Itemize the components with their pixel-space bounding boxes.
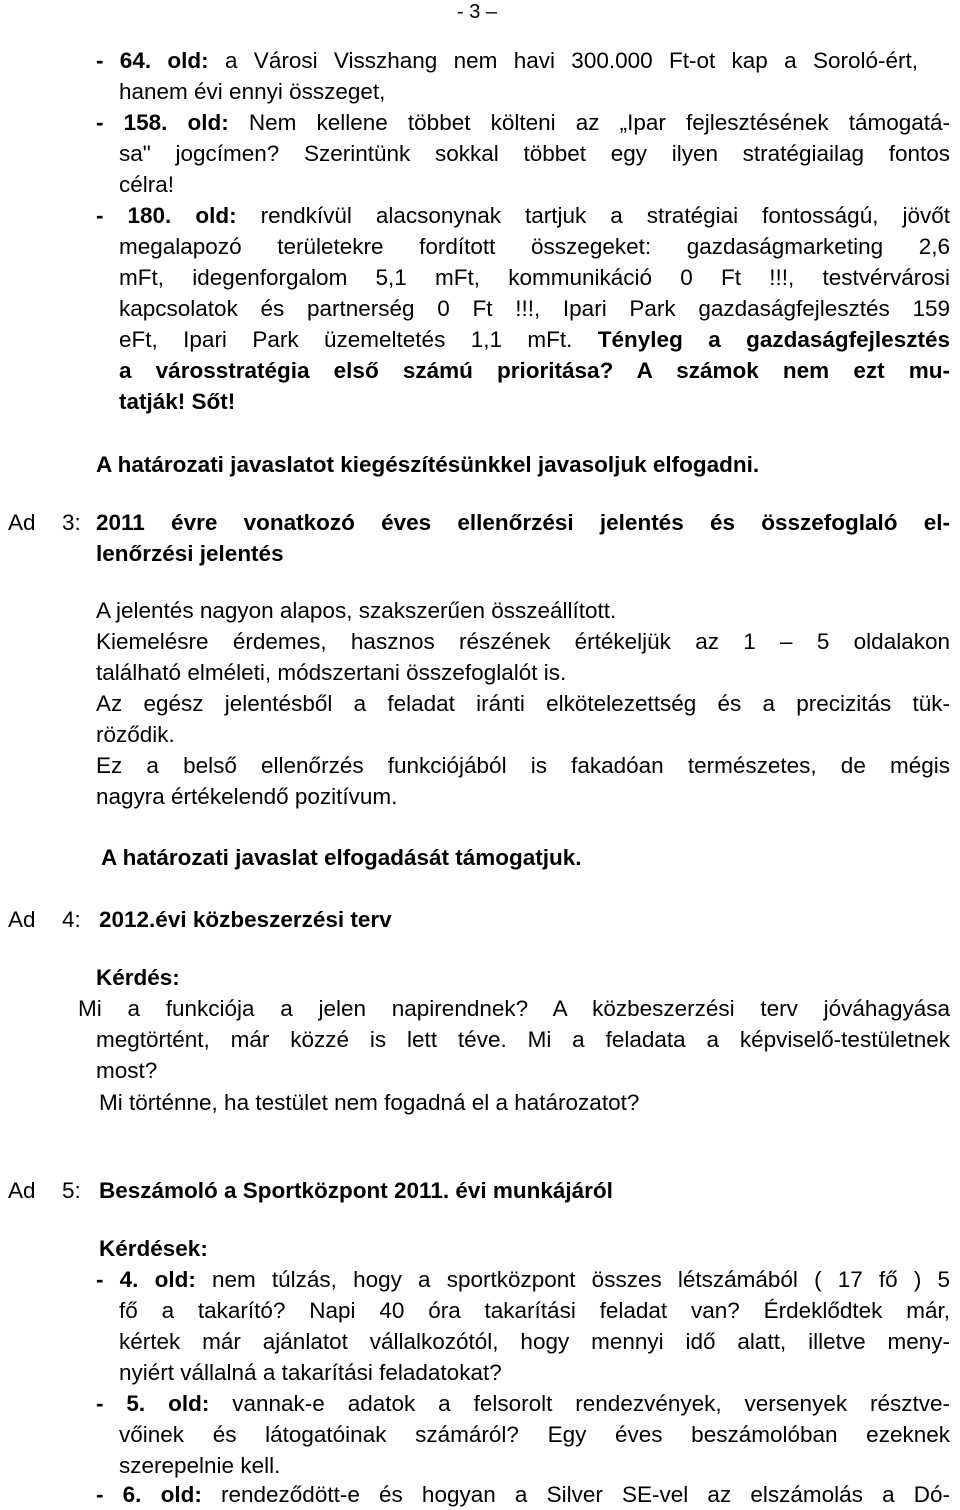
remark-line [119, 356, 950, 386]
question-line: - 5. old: vannak-e adatok a felsorolt rendezvények, versenyek résztve- [96, 1391, 951, 1416]
remark-line: hanem évi ennyi összeget, [119, 79, 386, 104]
question-line: - 6. old: rendeződött-e és hogyan a Silver SE-vel az elszámolás a Dó- [96, 1482, 951, 1507]
ad-label: Ad [8, 510, 36, 535]
remark-line: mFt, idegenforgalom 5,1 mFt, kommunikáció 0 Ft !!!, testvérvárosi [119, 265, 950, 290]
remark-line: kapcsolatok és partnerség 0 Ft !!!, Ipari Park gazdaságfejlesztés 159 [119, 296, 950, 321]
question-heading: Kérdések: [99, 1236, 208, 1261]
remark-dash: - 64. [96, 48, 152, 73]
remark-line [96, 201, 950, 231]
remark-line: megalapozó területekre fordított összegeket: gazdaságmarketing 2,6 [119, 234, 950, 259]
paragraph: Az egész jelentésből a feladat iránti elkötelezettség és a precizitás tük- [96, 691, 950, 716]
paragraph: található elméleti, módszertani összefoglalót is. [96, 660, 567, 685]
remark-key: old: [171, 203, 237, 228]
question-text: Mi történne, ha testület nem fogadná el a határozatot? [99, 1090, 640, 1115]
remark-line [96, 108, 950, 138]
remark-key: old: [151, 48, 209, 73]
agenda-title: Beszámoló a Sportközpont 2011. évi munkájáról [99, 1178, 613, 1203]
ad-number: 3: [62, 510, 81, 535]
ad-label: Ad [8, 1178, 36, 1203]
paragraph: Ez a belső ellenőrzés funkciójából is fakadóan természetes, de mégis [96, 753, 950, 778]
question-heading: Kérdés: [96, 965, 180, 990]
paragraph: A jelentés nagyon alapos, szakszerűen összeállított. [96, 598, 617, 623]
conclusion-2: A határozati javaslatot kiegészítésünkkel javasoljuk elfogadni. [96, 452, 760, 477]
paragraph: Kiemelésre érdemes, hasznos részének értékeljük az 1 – 5 oldalakon [96, 629, 950, 654]
question-text: most? [96, 1058, 158, 1083]
remark-emphasis: a városstratégia első számú prioritása? A számok nem ezt mu- [119, 358, 950, 383]
remark-line: célra! [119, 172, 175, 197]
question-text: Mi a funkciója a jelen napirendnek? A közbeszerzési terv jóváhagyása [78, 996, 950, 1021]
remark-line: sa" jogcímen? Szerintünk sokkal többet egy ilyen stratégiailag fontos [119, 141, 950, 166]
remark-emphasis: Tényleg a gazdaságfejlesztés [572, 327, 950, 352]
question-line: szerepelnie kell. [119, 1453, 281, 1478]
question-text: megtörtént, már közzé is lett téve. Mi a feladata a képviselő-testületnek [96, 1027, 950, 1052]
ad-number: 5: [62, 1178, 81, 1203]
remark-key: old: [167, 110, 229, 135]
remark-dash: - 158. [96, 110, 168, 135]
remark-dash: - 180. [96, 203, 172, 228]
remark-text: rendkívül alacsonynak tartjuk a stratégiai fontosságú, jövőt [236, 203, 950, 228]
ad-number: 4: [62, 907, 81, 932]
remark-text: Nem kellene többet költeni az „Ipar fejlesztésének támogatá- [228, 110, 951, 135]
remark-line [96, 46, 918, 76]
question-line: kértek már ajánlatot vállalkozótól, hogy mennyi idő alatt, illetve meny- [119, 1329, 950, 1354]
remark-text: eFt, Ipari Park üzemeltetés 1,1 mFt. [119, 327, 573, 352]
remark-line [119, 387, 235, 417]
agenda-title: 2012.évi közbeszerzési terv [99, 907, 392, 932]
question-line: vőinek és látogatóinak számáról? Egy éves beszámolóban ezeknek [119, 1422, 950, 1447]
paragraph: nagyra értékelendő pozitívum. [96, 784, 398, 809]
question-line: - 4. old: nem túlzás, hogy a sportközpont összes létszámából ( 17 fő ) 5 [96, 1267, 950, 1292]
remark-emphasis: tatják! Sőt! [119, 389, 236, 414]
remark-text: a Városi Visszhang nem havi 300.000 Ft-ot kap a Soroló-ért, [208, 48, 918, 73]
agenda-title: 2011 évre vonatkozó éves ellenőrzési jelentés és összefoglaló el- [96, 510, 950, 535]
ad-label: Ad [8, 907, 36, 932]
conclusion-3: A határozati javaslat elfogadását támogatjuk. [101, 845, 582, 870]
question-line: fő a takarító? Napi 40 óra takarítási feladat van? Érdeklődtek már, [119, 1298, 950, 1323]
paragraph: röződik. [96, 722, 175, 747]
agenda-title: lenőrzési jelentés [96, 541, 284, 566]
question-line: nyiért vállalná a takarítási feladatokat? [119, 1360, 502, 1385]
remark-line [119, 325, 950, 355]
page-number: - 3 – [457, 1, 498, 23]
